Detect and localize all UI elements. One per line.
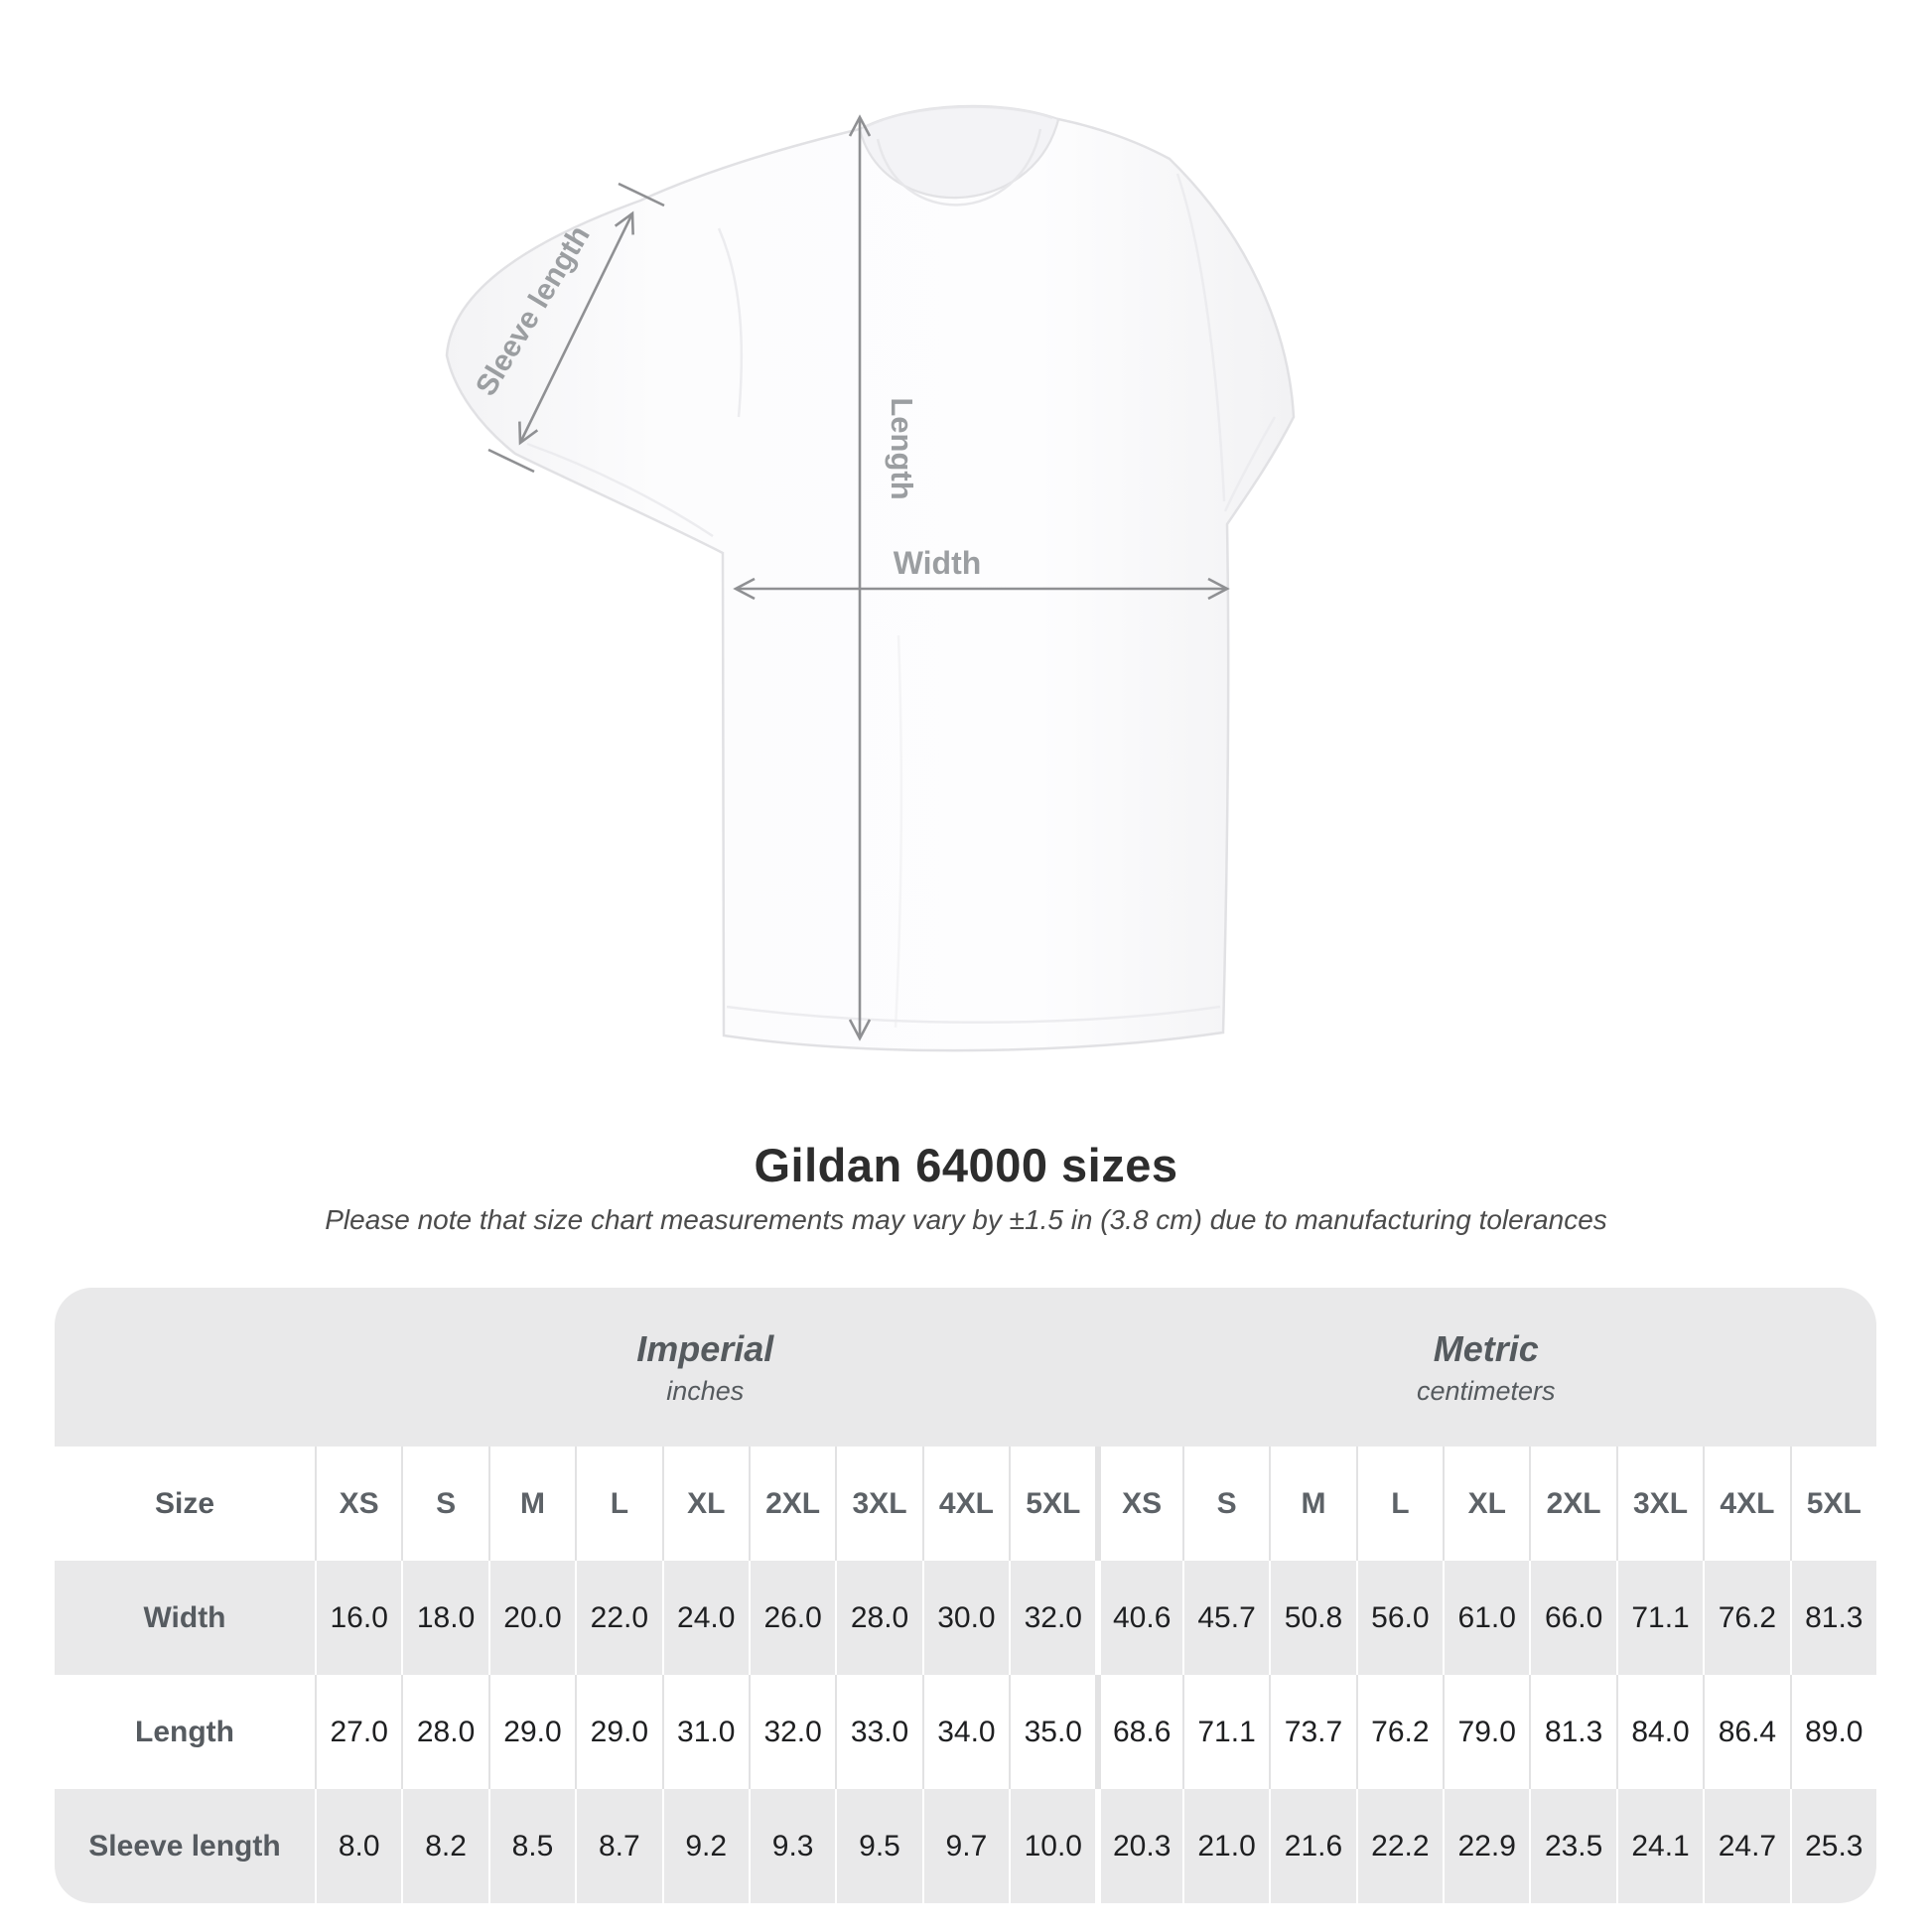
size-col-header: 4XL: [922, 1447, 1009, 1561]
measurement-cell: 89.0: [1790, 1675, 1876, 1789]
size-col-header: 5XL: [1790, 1447, 1876, 1561]
measurement-cell: 31.0: [662, 1675, 749, 1789]
measurement-cell: 29.0: [575, 1675, 661, 1789]
measurement-cell: 73.7: [1269, 1675, 1355, 1789]
measurement-cell: 9.7: [922, 1789, 1009, 1903]
size-col-header: M: [488, 1447, 575, 1561]
row-label: Width: [143, 1600, 226, 1634]
unit-group-imperial: [315, 1288, 1096, 1447]
measurement-cell: 22.2: [1356, 1789, 1443, 1903]
size-header-row: [55, 1447, 1876, 1561]
measurement-cell: 20.0: [488, 1561, 575, 1675]
measurement-cell: 25.3: [1790, 1789, 1876, 1903]
measurement-cell: 71.1: [1182, 1675, 1269, 1789]
size-col-header: XL: [1443, 1447, 1529, 1561]
measurement-cell: 28.0: [835, 1561, 921, 1675]
unit-header-band: [55, 1288, 1876, 1447]
measurement-cell: 8.0: [315, 1789, 401, 1903]
size-col-header: 3XL: [835, 1447, 921, 1561]
size-col-header: 5XL: [1009, 1447, 1095, 1561]
unit-band-spacer: [55, 1288, 315, 1447]
measurement-cell: 29.0: [488, 1675, 575, 1789]
measurement-cell: 22.9: [1443, 1789, 1529, 1903]
width-label: Width: [893, 545, 982, 581]
measurement-cell: 24.0: [662, 1561, 749, 1675]
measurement-cell: 18.0: [401, 1561, 487, 1675]
size-column-header: Size: [154, 1486, 215, 1520]
measurement-cell: 79.0: [1443, 1675, 1529, 1789]
measurement-cell: 76.2: [1703, 1561, 1789, 1675]
size-col-header: 4XL: [1703, 1447, 1789, 1561]
measurement-cell: 45.7: [1182, 1561, 1269, 1675]
size-col-header: S: [401, 1447, 487, 1561]
size-col-header: L: [1356, 1447, 1443, 1561]
size-col-header: XL: [662, 1447, 749, 1561]
size-col-header: M: [1269, 1447, 1355, 1561]
size-col-header: XS: [315, 1447, 401, 1561]
measurement-cell: 33.0: [835, 1675, 921, 1789]
measurement-cell: 32.0: [1009, 1561, 1095, 1675]
measurement-cell: 66.0: [1529, 1561, 1615, 1675]
measurement-cell: 86.4: [1703, 1675, 1789, 1789]
table-row: [55, 1789, 1876, 1903]
size-col-header: S: [1182, 1447, 1269, 1561]
measurement-cell: 24.7: [1703, 1789, 1789, 1903]
size-col-header: XS: [1095, 1447, 1181, 1561]
measurement-cell: 76.2: [1356, 1675, 1443, 1789]
measurement-cell: 40.6: [1095, 1561, 1181, 1675]
measurement-cell: 34.0: [922, 1675, 1009, 1789]
measurement-cell: 9.2: [662, 1789, 749, 1903]
measurement-cell: 22.0: [575, 1561, 661, 1675]
size-col-header: L: [575, 1447, 661, 1561]
measurement-cell: 81.3: [1529, 1675, 1615, 1789]
metric-label: Metric: [1433, 1327, 1539, 1369]
measurement-cell: 35.0: [1009, 1675, 1095, 1789]
size-col-header: 2XL: [749, 1447, 835, 1561]
sleeve-length-label: Sleeve length: [469, 219, 597, 402]
measurement-cell: 32.0: [749, 1675, 835, 1789]
measurement-cell: 27.0: [315, 1675, 401, 1789]
measurement-cell: 9.3: [749, 1789, 835, 1903]
measurement-cell: 84.0: [1616, 1675, 1703, 1789]
measurement-cell: 24.1: [1616, 1789, 1703, 1903]
measurement-cell: 68.6: [1095, 1675, 1181, 1789]
measurement-cell: 56.0: [1356, 1561, 1443, 1675]
row-label: Length: [135, 1715, 234, 1748]
measurement-cell: 61.0: [1443, 1561, 1529, 1675]
measurement-cell: 8.5: [488, 1789, 575, 1903]
row-label: Sleeve length: [88, 1829, 281, 1863]
measurement-cell: 9.5: [835, 1789, 921, 1903]
imperial-label: Imperial: [636, 1327, 774, 1369]
table-row: [55, 1561, 1876, 1675]
page-subtitle: Please note that size chart measurements may vary by ±1.5 in (3.8 cm) due to manufacturing tolerances: [325, 1204, 1607, 1235]
measurement-cell: 30.0: [922, 1561, 1009, 1675]
size-col-header: 2XL: [1529, 1447, 1615, 1561]
size-table: [55, 1288, 1876, 1903]
measurement-cell: 81.3: [1790, 1561, 1876, 1675]
page-title: Gildan 64000 sizes: [754, 1139, 1178, 1191]
size-col-header: 3XL: [1616, 1447, 1703, 1561]
metric-unit: centimeters: [1416, 1375, 1556, 1406]
imperial-unit: inches: [666, 1375, 745, 1406]
measurement-cell: 26.0: [749, 1561, 835, 1675]
table-row: [55, 1675, 1876, 1789]
measurement-cell: 28.0: [401, 1675, 487, 1789]
measurement-cell: 21.0: [1182, 1789, 1269, 1903]
measurement-cell: 20.3: [1095, 1789, 1181, 1903]
length-label: Length: [885, 397, 919, 500]
measurement-cell: 71.1: [1616, 1561, 1703, 1675]
unit-group-metric: [1096, 1288, 1877, 1447]
table-body: [55, 1561, 1876, 1903]
measurement-cell: 23.5: [1529, 1789, 1615, 1903]
measurement-cell: 8.2: [401, 1789, 487, 1903]
measurement-cell: 50.8: [1269, 1561, 1355, 1675]
measurement-cell: 8.7: [575, 1789, 661, 1903]
measurement-cell: 21.6: [1269, 1789, 1355, 1903]
measurement-cell: 16.0: [315, 1561, 401, 1675]
measurement-cell: 10.0: [1009, 1789, 1095, 1903]
